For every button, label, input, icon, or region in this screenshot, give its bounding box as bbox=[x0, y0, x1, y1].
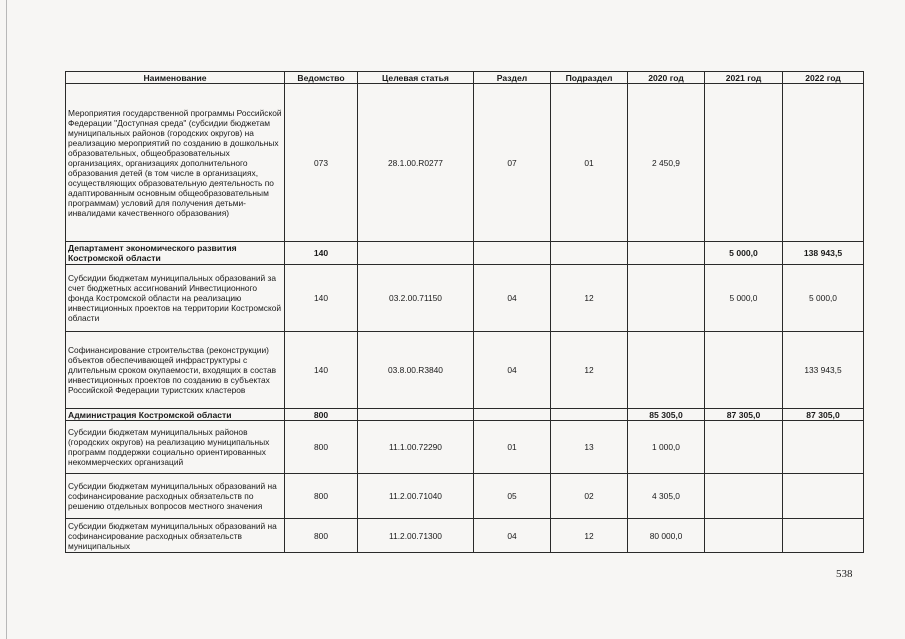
row-target-article: 11.2.00.71300 bbox=[358, 519, 474, 553]
row-2022: 87 305,0 bbox=[783, 409, 864, 421]
row-name: Субсидии бюджетам муниципальных образований на софинансирование расходных обязательств по решению отдельных вопросов местного значения bbox=[66, 474, 285, 519]
row-subsection: 01 bbox=[551, 84, 628, 242]
budget-table bbox=[65, 71, 864, 553]
row-2021 bbox=[705, 332, 783, 409]
table-row bbox=[66, 474, 864, 519]
row-2022: 138 943,5 bbox=[783, 242, 864, 265]
row-department: 073 bbox=[285, 84, 358, 242]
row-subsection: 13 bbox=[551, 421, 628, 474]
row-2021: 5 000,0 bbox=[705, 242, 783, 265]
row-department: 800 bbox=[285, 409, 358, 421]
row-2022 bbox=[783, 84, 864, 242]
row-2020 bbox=[628, 332, 705, 409]
row-2022: 5 000,0 bbox=[783, 265, 864, 332]
row-department: 800 bbox=[285, 474, 358, 519]
table-row bbox=[66, 84, 864, 242]
row-subsection: 12 bbox=[551, 519, 628, 553]
table-row bbox=[66, 519, 864, 553]
table-row bbox=[66, 421, 864, 474]
header-section: Раздел bbox=[474, 72, 551, 84]
row-name: Субсидии бюджетам муниципальных образований за счет бюджетных ассигнований Инвестиционного фонда Костромской области на реализацию инвестиционных проектов на территории Костромской области bbox=[66, 265, 285, 332]
row-2020: 80 000,0 bbox=[628, 519, 705, 553]
department-row bbox=[66, 242, 864, 265]
row-section bbox=[474, 409, 551, 421]
header-2020: 2020 год bbox=[628, 72, 705, 84]
row-target-article: 28.1.00.R0277 bbox=[358, 84, 474, 242]
row-name: Департамент экономического развития Костромской области bbox=[66, 242, 285, 265]
row-section bbox=[474, 242, 551, 265]
table-row bbox=[66, 332, 864, 409]
row-name: Мероприятия государственной программы Российской Федерации "Доступная среда" (субсидии бюджетам муниципальных районов (городских округов) на реализацию мероприятий по созданию в дошкольных образовательных, общеобразовательных организациях, организациях дополнительного образования детей (в том числе в организациях, осуществляющих образовательную деятельность по адаптированным основным общеобразовательным программам) условий для получения детьми-инвалидами качественного образования) bbox=[66, 84, 285, 242]
row-subsection: 02 bbox=[551, 474, 628, 519]
row-2020: 4 305,0 bbox=[628, 474, 705, 519]
row-section: 07 bbox=[474, 84, 551, 242]
row-subsection bbox=[551, 242, 628, 265]
row-2022: 133 943,5 bbox=[783, 332, 864, 409]
row-2021: 87 305,0 bbox=[705, 409, 783, 421]
row-name: Администрация Костромской области bbox=[66, 409, 285, 421]
page-edge-line bbox=[6, 0, 7, 639]
row-name: Субсидии бюджетам муниципальных образований на софинансирование расходных обязательств муниципальных bbox=[66, 519, 285, 553]
row-department: 140 bbox=[285, 242, 358, 265]
row-2022 bbox=[783, 519, 864, 553]
row-2021 bbox=[705, 519, 783, 553]
row-2021 bbox=[705, 474, 783, 519]
row-target-article: 03.8.00.R3840 bbox=[358, 332, 474, 409]
row-department: 140 bbox=[285, 265, 358, 332]
row-2020: 85 305,0 bbox=[628, 409, 705, 421]
row-target-article: 03.2.00.71150 bbox=[358, 265, 474, 332]
page-number: 538 bbox=[836, 568, 853, 580]
row-2021 bbox=[705, 84, 783, 242]
row-section: 04 bbox=[474, 265, 551, 332]
row-section: 04 bbox=[474, 519, 551, 553]
row-2020 bbox=[628, 265, 705, 332]
header-department: Ведомство bbox=[285, 72, 358, 84]
row-name: Субсидии бюджетам муниципальных районов (городских округов) на реализацию муниципальных программ поддержки социально ориентированных некоммерческих организаций bbox=[66, 421, 285, 474]
header-target-article: Целевая статья bbox=[358, 72, 474, 84]
row-target-article: 11.1.00.72290 bbox=[358, 421, 474, 474]
row-department: 800 bbox=[285, 519, 358, 553]
row-section: 05 bbox=[474, 474, 551, 519]
row-2020: 1 000,0 bbox=[628, 421, 705, 474]
row-2022 bbox=[783, 474, 864, 519]
row-target-article bbox=[358, 409, 474, 421]
header-row bbox=[66, 72, 864, 84]
department-row bbox=[66, 409, 864, 421]
row-name: Софинансирование строительства (реконструкции) объектов обеспечивающей инфраструктуры с длительным сроком окупаемости, входящих в состав инвестиционных проектов по созданию в субъектах Российской Федерации туристских кластеров bbox=[66, 332, 285, 409]
row-2022 bbox=[783, 421, 864, 474]
row-2021 bbox=[705, 421, 783, 474]
row-department: 800 bbox=[285, 421, 358, 474]
row-subsection: 12 bbox=[551, 332, 628, 409]
row-section: 01 bbox=[474, 421, 551, 474]
header-subsection: Подраздел bbox=[551, 72, 628, 84]
row-subsection bbox=[551, 409, 628, 421]
table-row bbox=[66, 265, 864, 332]
row-target-article: 11.2.00.71040 bbox=[358, 474, 474, 519]
row-target-article bbox=[358, 242, 474, 265]
row-2021: 5 000,0 bbox=[705, 265, 783, 332]
row-2020: 2 450,9 bbox=[628, 84, 705, 242]
header-2022: 2022 год bbox=[783, 72, 864, 84]
row-section: 04 bbox=[474, 332, 551, 409]
header-2021: 2021 год bbox=[705, 72, 783, 84]
row-2020 bbox=[628, 242, 705, 265]
header-name: Наименование bbox=[66, 72, 285, 84]
row-department: 140 bbox=[285, 332, 358, 409]
row-subsection: 12 bbox=[551, 265, 628, 332]
